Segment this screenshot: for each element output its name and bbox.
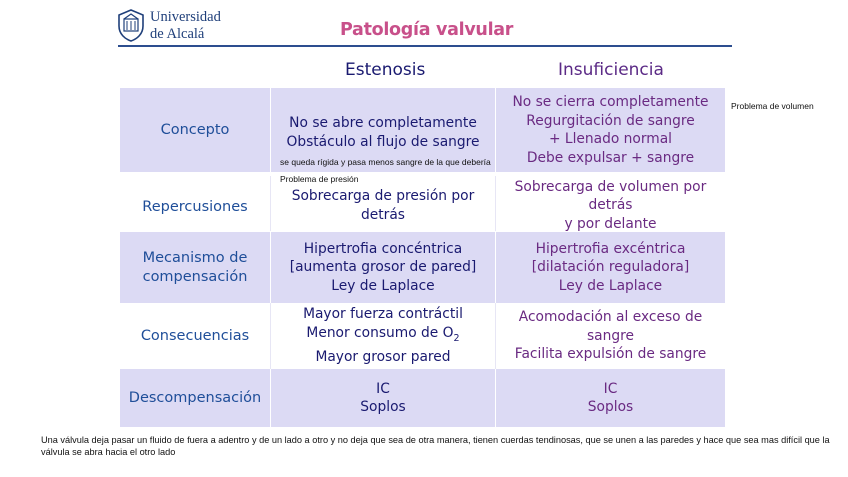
- column-header-estenosis: Estenosis: [345, 60, 426, 80]
- row-label: Consecuencias: [140, 327, 250, 344]
- row-label: Mecanismo de compensación: [142, 249, 248, 285]
- column-divider: [270, 369, 271, 427]
- column-divider: [270, 88, 271, 172]
- column-divider: [495, 303, 496, 369]
- row-label: Concepto: [160, 121, 230, 138]
- table-row-repercusiones: [120, 176, 725, 231]
- annotation-rigida: se queda rígida y pasa menos sangre de la que debería: [280, 157, 491, 167]
- table-row-descompensacion: [120, 369, 725, 427]
- estenosis-cell: Hipertrofia concéntrica [aumenta grosor de pared] Ley de Laplace: [289, 240, 477, 294]
- column-divider: [270, 176, 271, 231]
- university-name: Universidad de Alcalá: [150, 9, 221, 42]
- title-divider: [118, 45, 732, 47]
- estenosis-cell: No se abre completamente Obstáculo al flujo de sangre: [286, 115, 480, 150]
- column-divider: [495, 232, 496, 303]
- table-row-consecuencias: [120, 303, 725, 369]
- column-divider: [495, 369, 496, 427]
- column-header-insuficiencia: Insuficiencia: [558, 60, 664, 80]
- estenosis-cell: Mayor fuerza contráctil Menor consumo de $O_2$ Mayor grosor pared: [303, 306, 463, 366]
- row-label: Repercusiones: [142, 199, 248, 215]
- column-divider: [270, 303, 271, 369]
- university-logo: [116, 8, 236, 44]
- footer-note: Una válvula deja pasar un fluido de fuera a adentro y de un lado a otro y no deja que sea de otra manera, tienen cuerdas tendinosas, que se unen a las paredes y hace que sea mas difícil que la válvula se abra hacia el otro lado: [41, 435, 830, 457]
- insuficiencia-cell: Hipertrofia excéntrica [dilatación reguladora] Ley de Laplace: [531, 240, 690, 294]
- slide-title: Patología valvular: [340, 20, 514, 40]
- estenosis-cell: IC Soplos: [360, 380, 406, 415]
- insuficiencia-cell: No se cierra completamente Regurgitación de sangre + Llenado normal Debe expulsar + sangre: [512, 94, 709, 166]
- annotation-presion: Problema de presión: [280, 174, 359, 184]
- column-divider: [495, 88, 496, 172]
- estenosis-cell: Sobrecarga de presión por detrás: [291, 188, 475, 223]
- university-seal-icon: [116, 8, 146, 42]
- column-divider: [270, 232, 271, 303]
- insuficiencia-cell: IC Soplos: [587, 380, 634, 415]
- insuficiencia-cell: Sobrecarga de volumen por detrás y por delante: [514, 178, 707, 232]
- table-row-mecanismo: [120, 232, 725, 303]
- column-divider: [495, 176, 496, 231]
- row-label: Descompensación: [128, 389, 262, 406]
- annotation-volumen: Problema de volumen: [731, 101, 814, 111]
- insuficiencia-cell: Acomodación al exceso de sangre Facilita expulsión de sangre: [514, 309, 707, 363]
